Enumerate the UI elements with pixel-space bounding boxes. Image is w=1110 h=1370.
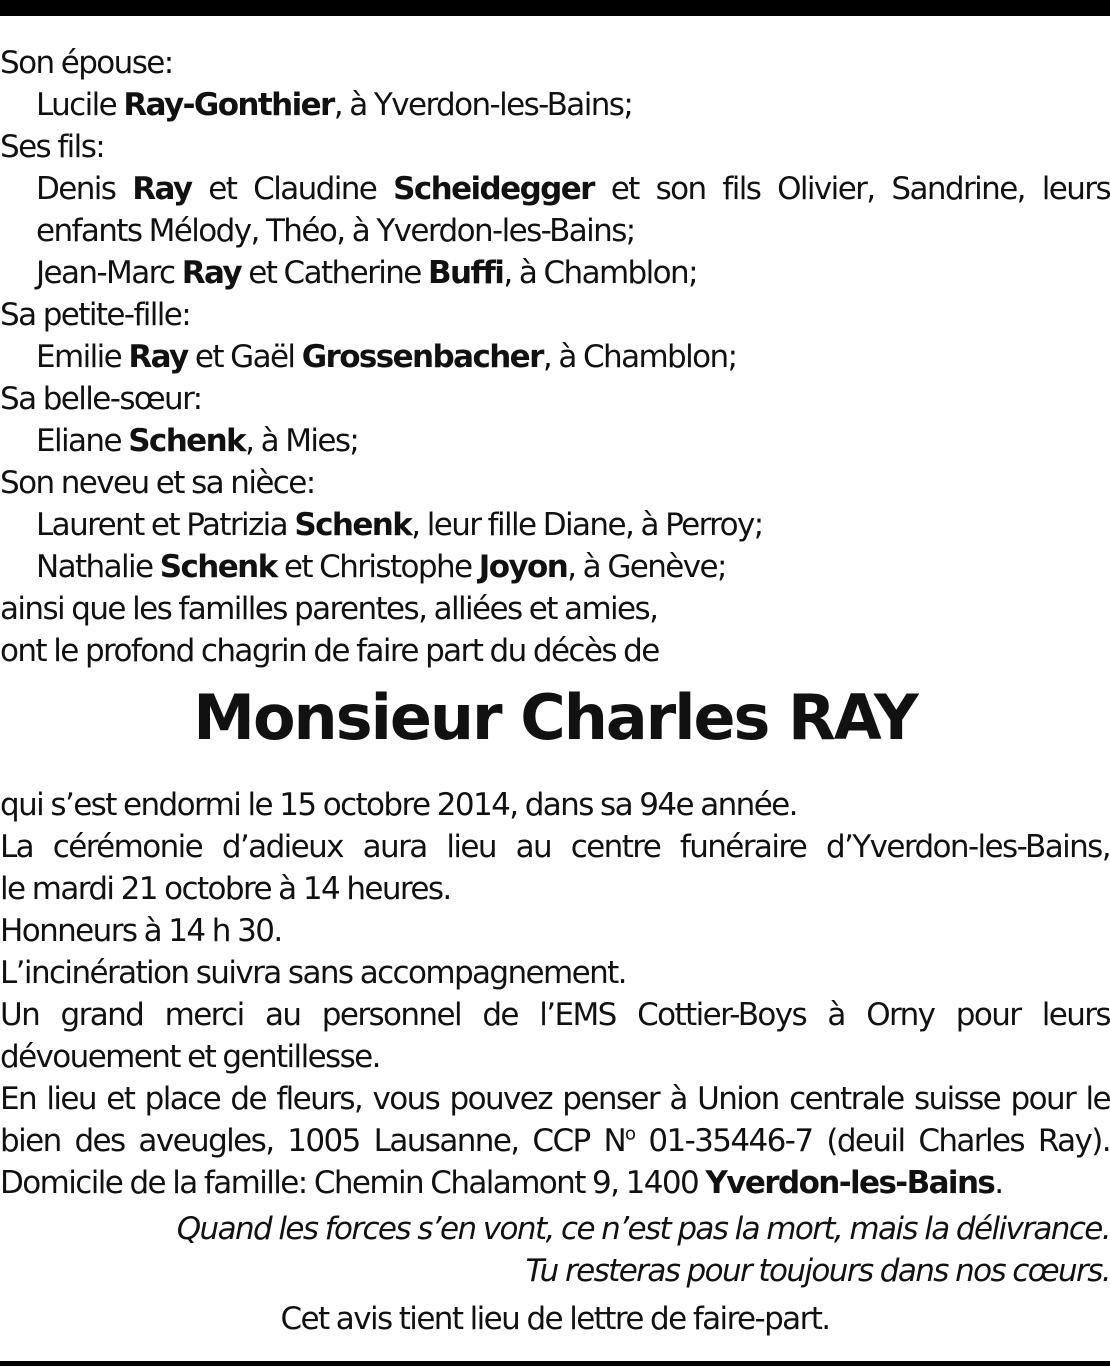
sister-in-law-line bbox=[36, 420, 1110, 462]
niece-last2: Joyon bbox=[478, 549, 568, 585]
body-line-10 bbox=[0, 1162, 1110, 1204]
son1-rest: et son fils Olivier, Sandrine, leurs bbox=[593, 171, 1110, 207]
spouse-rest: , à Yverdon-les-Bains; bbox=[333, 87, 633, 123]
son1-line-a bbox=[36, 168, 1110, 210]
donation-text: bien des aveugles, 1005 Lausanne, CCP N bbox=[0, 1123, 626, 1159]
address-text: Domicile de la famille: Chemin Chalamont 9, 1400 bbox=[0, 1165, 706, 1201]
son1-last2: Scheidegger bbox=[393, 171, 594, 207]
donation-account: 01-35446-7 (deuil Charles Ray). bbox=[634, 1123, 1110, 1159]
nephew-line bbox=[36, 504, 1110, 546]
spouse-label: Son épouse: bbox=[0, 45, 173, 81]
niece-mid: et Christophe bbox=[276, 549, 479, 585]
nephew-rest: , leur fille Diane, à Perroy; bbox=[411, 507, 763, 543]
niece-line bbox=[36, 546, 1110, 588]
body-line-3: le mardi 21 octobre à 14 heures. bbox=[0, 871, 451, 907]
sister-in-law-first: Eliane bbox=[36, 423, 129, 459]
quote-line-2: Tu resteras pour toujours dans nos cœurs. bbox=[525, 1253, 1110, 1289]
sister-in-law-rest: , à Mies; bbox=[245, 423, 359, 459]
body-line-1: qui s’est endormi le 15 octobre 2014, dans sa 94e année. bbox=[0, 787, 797, 823]
granddaughter-last: Ray bbox=[128, 339, 188, 375]
sister-in-law-last: Schenk bbox=[128, 423, 246, 459]
address-city: Yverdon-les-Bains bbox=[705, 1165, 995, 1201]
bottom-rule bbox=[0, 1361, 1110, 1366]
families-line: ainsi que les familles parentes, alliées et amies, bbox=[0, 591, 658, 627]
body-line-6: Un grand merci au personnel de l’EMS Cottier-Boys à Orny pour leurs bbox=[0, 997, 1110, 1033]
son1-first: Denis bbox=[36, 171, 133, 207]
granddaughter-first: Emilie bbox=[36, 339, 129, 375]
son2-last2: Buffi bbox=[428, 255, 504, 291]
sister-in-law-label: Sa belle-sœur: bbox=[0, 381, 202, 417]
son1-last: Ray bbox=[132, 171, 192, 207]
son1-line-b: enfants Mélody, Théo, à Yverdon-les-Bains; bbox=[36, 213, 635, 249]
address-period: . bbox=[994, 1165, 1003, 1201]
spouse-line bbox=[36, 84, 1110, 126]
footer-note: Cet avis tient lieu de lettre de faire-part. bbox=[280, 1301, 830, 1337]
announce-line: ont le profond chagrin de faire part du décès de bbox=[0, 633, 659, 669]
numero-superscript: o bbox=[625, 1123, 635, 1145]
granddaughter-label: Sa petite-fille: bbox=[0, 297, 191, 333]
son2-last: Ray bbox=[181, 255, 242, 291]
top-rule bbox=[0, 0, 1110, 16]
body-line-5: L’incinération suivra sans accompagnement. bbox=[0, 955, 626, 991]
body-line-4: Honneurs à 14 h 30. bbox=[0, 913, 282, 949]
nephew-last: Schenk bbox=[294, 507, 412, 543]
sons-label: Ses fils: bbox=[0, 129, 105, 165]
nephew-niece-label: Son neveu et sa nièce: bbox=[0, 465, 315, 501]
spouse-last: Ray-Gonthier bbox=[123, 87, 334, 123]
granddaughter-mid: et Gaël bbox=[187, 339, 302, 375]
granddaughter-rest: , à Chamblon; bbox=[542, 339, 737, 375]
son2-mid: et Catherine bbox=[241, 255, 428, 291]
niece-rest: , à Genève; bbox=[567, 549, 726, 585]
body-line-2: La cérémonie d’adieux aura lieu au centre funéraire d’Yverdon-les-Bains, bbox=[0, 829, 1110, 865]
quote-line-1: Quand les forces s’en vont, ce n’est pas la mort, mais la délivrance. bbox=[176, 1211, 1110, 1247]
son2-first: Jean-Marc bbox=[36, 255, 182, 291]
son1-mid: et Claudine bbox=[191, 171, 394, 207]
granddaughter-last2: Grossenbacher bbox=[301, 339, 543, 375]
niece-last: Schenk bbox=[159, 549, 277, 585]
deceased-name-title: Monsieur Charles RAY bbox=[193, 681, 917, 754]
body-line-9 bbox=[0, 1120, 1110, 1162]
nephew-first: Laurent et Patrizia bbox=[36, 507, 295, 543]
son2-line bbox=[36, 252, 1110, 294]
granddaughter-line bbox=[36, 336, 1110, 378]
spouse-first: Lucile bbox=[36, 87, 124, 123]
body-line-7: dévouement et gentillesse. bbox=[0, 1039, 380, 1075]
son2-rest: , à Chamblon; bbox=[503, 255, 697, 291]
body-line-8: En lieu et place de fleurs, vous pouvez penser à Union centrale suisse pour le bbox=[0, 1081, 1110, 1117]
niece-first: Nathalie bbox=[36, 549, 160, 585]
